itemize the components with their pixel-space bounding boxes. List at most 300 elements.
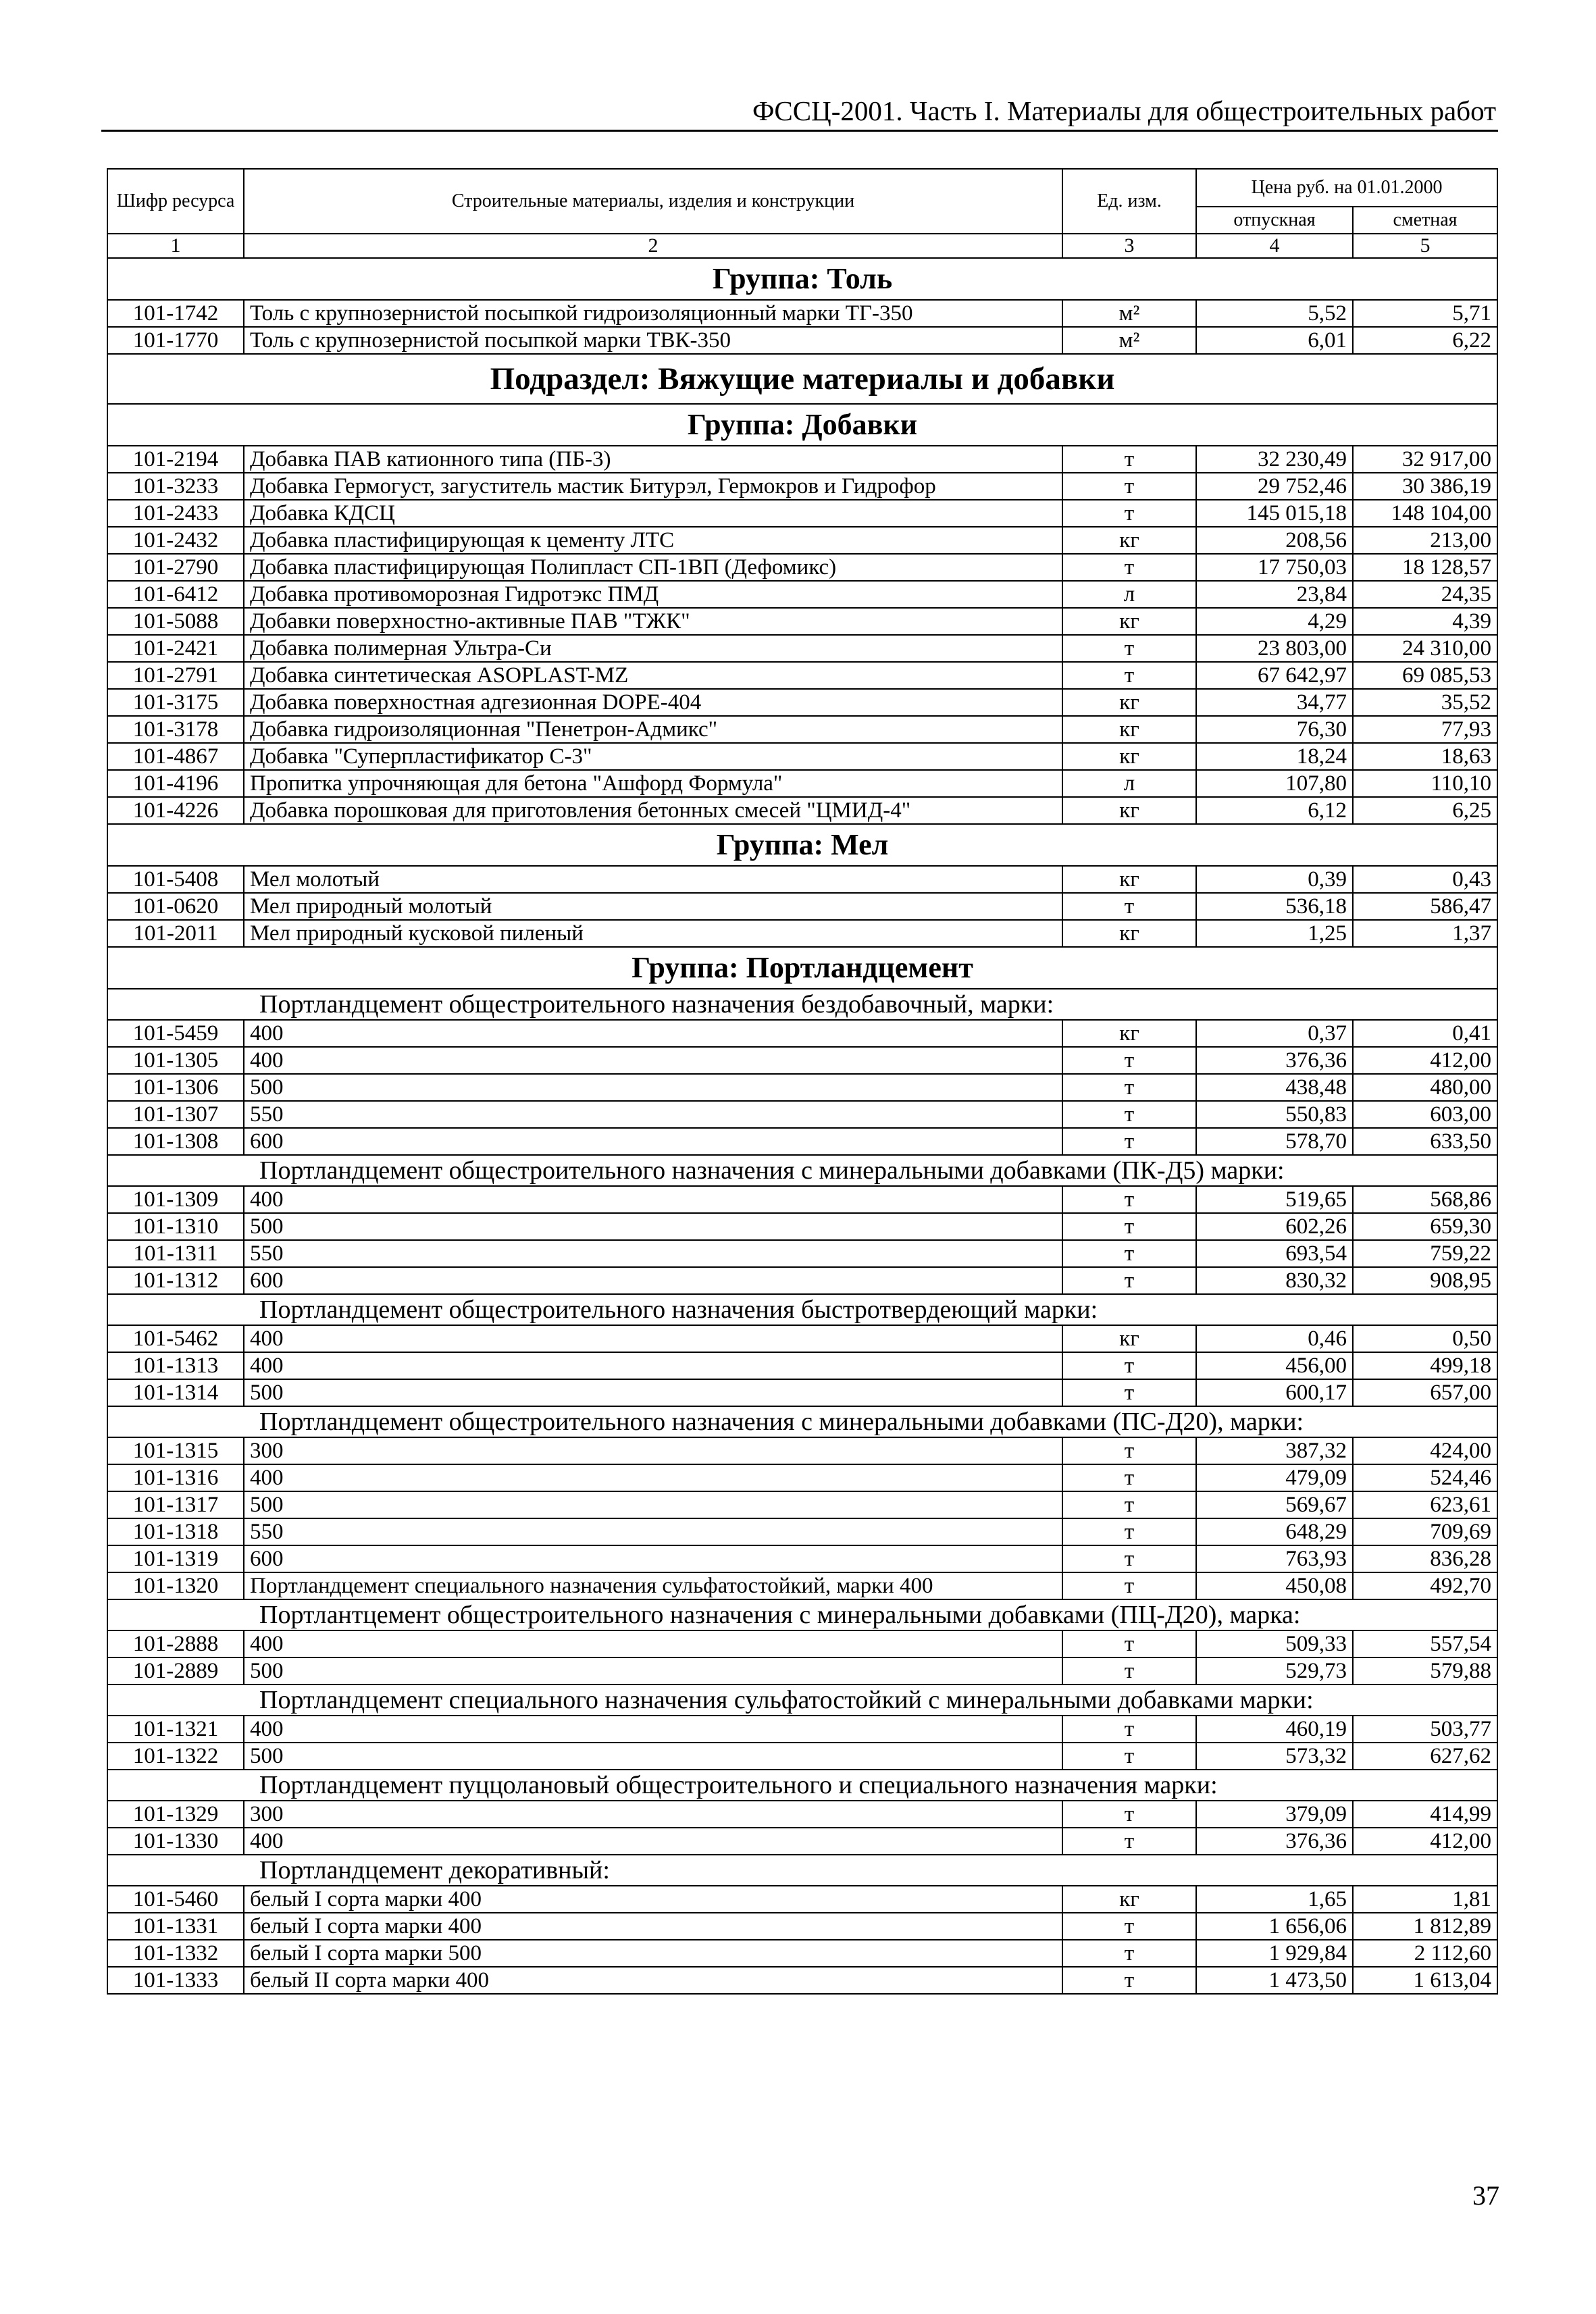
release-price: 602,26 xyxy=(1196,1213,1353,1240)
unit-cell: т xyxy=(1062,1437,1196,1464)
release-price: 0,39 xyxy=(1196,866,1353,893)
table-row xyxy=(107,1630,1497,1657)
table-row xyxy=(107,527,1497,554)
subheading-text: Портландцемент специального назначения сульфатостойкий с минеральными добавками марки: xyxy=(107,1685,1497,1716)
subheading-row xyxy=(107,1155,1497,1186)
material-name: Добавка противоморозная Гидротэкс ПМД xyxy=(244,581,1062,608)
unit-cell: т xyxy=(1062,1101,1196,1128)
estimate-price: 633,50 xyxy=(1353,1128,1497,1155)
resource-code: 101-5459 xyxy=(107,1020,244,1047)
estimate-price: 32 917,00 xyxy=(1353,446,1497,473)
estimate-price: 836,28 xyxy=(1353,1545,1497,1572)
resource-code: 101-1308 xyxy=(107,1128,244,1155)
resource-code: 101-1331 xyxy=(107,1913,244,1940)
resource-code: 101-3175 xyxy=(107,689,244,716)
material-name: 400 xyxy=(244,1020,1062,1047)
release-price: 450,08 xyxy=(1196,1572,1353,1599)
release-price: 519,65 xyxy=(1196,1186,1353,1213)
release-price: 648,29 xyxy=(1196,1518,1353,1545)
resource-code: 101-2888 xyxy=(107,1630,244,1657)
table-row xyxy=(107,1518,1497,1545)
release-price: 509,33 xyxy=(1196,1630,1353,1657)
material-name: 300 xyxy=(244,1801,1062,1828)
material-name: 600 xyxy=(244,1267,1062,1294)
estimate-price: 480,00 xyxy=(1353,1074,1497,1101)
material-name: Толь с крупнозернистой посыпкой марки ТВК-350 xyxy=(244,327,1062,354)
page-header: ФССЦ-2001. Часть I. Материалы для общестроительных работ xyxy=(752,95,1496,126)
unit-cell: т xyxy=(1062,635,1196,662)
material-name: Добавка полимерная Ультра-Си xyxy=(244,635,1062,662)
material-name: Добавки поверхностно-активные ПАВ "ТЖК" xyxy=(244,608,1062,635)
material-name: Добавка поверхностная адгезионная DOPE-404 xyxy=(244,689,1062,716)
material-name: 550 xyxy=(244,1101,1062,1128)
unit-cell: т xyxy=(1062,1828,1196,1855)
material-name: Мел природный кусковой пиленый xyxy=(244,920,1062,947)
unit-cell: л xyxy=(1062,770,1196,797)
material-name: Добавка синтетическая ASOPLAST-MZ xyxy=(244,662,1062,689)
resource-code: 101-1319 xyxy=(107,1545,244,1572)
page-number: 37 xyxy=(1472,2180,1499,2211)
table-row xyxy=(107,1940,1497,1967)
release-price: 32 230,49 xyxy=(1196,446,1353,473)
subheading-text: Портландцемент общестроительного назначения с минеральными добавками (ПК-Д5) марки: xyxy=(107,1155,1497,1186)
material-name: 400 xyxy=(244,1186,1062,1213)
unit-cell: кг xyxy=(1062,797,1196,824)
subheading-row xyxy=(107,1685,1497,1716)
unit-cell: т xyxy=(1062,1967,1196,1994)
material-name: 400 xyxy=(244,1047,1062,1074)
col-header-estimate: сметная xyxy=(1353,207,1497,234)
estimate-price: 69 085,53 xyxy=(1353,662,1497,689)
resource-code: 101-3178 xyxy=(107,716,244,743)
material-name: белый I сорта марки 500 xyxy=(244,1940,1062,1967)
estimate-price: 4,39 xyxy=(1353,608,1497,635)
subheading-row xyxy=(107,1406,1497,1437)
table-row xyxy=(107,797,1497,824)
release-price: 0,46 xyxy=(1196,1325,1353,1352)
column-number-row xyxy=(107,234,1497,258)
estimate-price: 659,30 xyxy=(1353,1213,1497,1240)
unit-cell: т xyxy=(1062,1518,1196,1545)
estimate-price: 908,95 xyxy=(1353,1267,1497,1294)
unit-cell: т xyxy=(1062,1801,1196,1828)
unit-cell: т xyxy=(1062,1545,1196,1572)
release-price: 34,77 xyxy=(1196,689,1353,716)
resource-code: 101-4226 xyxy=(107,797,244,824)
table-row xyxy=(107,1967,1497,1994)
resource-code: 101-1330 xyxy=(107,1828,244,1855)
col-number: 1 xyxy=(107,234,244,258)
estimate-price: 412,00 xyxy=(1353,1828,1497,1855)
resource-code: 101-5408 xyxy=(107,866,244,893)
release-price: 23 803,00 xyxy=(1196,635,1353,662)
unit-cell: л xyxy=(1062,581,1196,608)
resource-code: 101-1310 xyxy=(107,1213,244,1240)
subheading-row xyxy=(107,989,1497,1020)
unit-cell: кг xyxy=(1062,1886,1196,1913)
group-title: Группа: Добавки xyxy=(107,404,1497,446)
unit-cell: т xyxy=(1062,500,1196,527)
release-price: 456,00 xyxy=(1196,1352,1353,1379)
release-price: 387,32 xyxy=(1196,1437,1353,1464)
resource-code: 101-2791 xyxy=(107,662,244,689)
resource-code: 101-2790 xyxy=(107,554,244,581)
release-price: 460,19 xyxy=(1196,1716,1353,1743)
material-name: Добавка порошковая для приготовления бетонных смесей "ЦМИД-4" xyxy=(244,797,1062,824)
material-name: 400 xyxy=(244,1464,1062,1491)
resource-code: 101-2011 xyxy=(107,920,244,947)
table-row xyxy=(107,1186,1497,1213)
release-price: 23,84 xyxy=(1196,581,1353,608)
release-price: 569,67 xyxy=(1196,1491,1353,1518)
unit-cell: т xyxy=(1062,473,1196,500)
estimate-price: 30 386,19 xyxy=(1353,473,1497,500)
material-name: 400 xyxy=(244,1828,1062,1855)
estimate-price: 35,52 xyxy=(1353,689,1497,716)
release-price: 17 750,03 xyxy=(1196,554,1353,581)
resource-code: 101-1306 xyxy=(107,1074,244,1101)
table-row xyxy=(107,893,1497,920)
estimate-price: 1 613,04 xyxy=(1353,1967,1497,1994)
resource-code: 101-3233 xyxy=(107,473,244,500)
unit-cell: т xyxy=(1062,1074,1196,1101)
material-name: Мел молотый xyxy=(244,866,1062,893)
material-name: 600 xyxy=(244,1545,1062,1572)
group-row xyxy=(107,404,1497,446)
material-name: Добавка Гермогуст, загуститель мастик Битурэл, Гермокров и Гидрофор xyxy=(244,473,1062,500)
resource-code: 101-1333 xyxy=(107,1967,244,1994)
unit-cell: т xyxy=(1062,554,1196,581)
group-row xyxy=(107,824,1497,866)
unit-cell: т xyxy=(1062,1047,1196,1074)
estimate-price: 0,50 xyxy=(1353,1325,1497,1352)
resource-code: 101-1317 xyxy=(107,1491,244,1518)
unit-cell: кг xyxy=(1062,866,1196,893)
material-name: 550 xyxy=(244,1518,1062,1545)
table-row xyxy=(107,1101,1497,1128)
table-row xyxy=(107,1545,1497,1572)
unit-cell: т xyxy=(1062,1128,1196,1155)
release-price: 6,12 xyxy=(1196,797,1353,824)
resource-code: 101-1329 xyxy=(107,1801,244,1828)
table-row xyxy=(107,1572,1497,1599)
table-row xyxy=(107,500,1497,527)
subheading-row xyxy=(107,1599,1497,1630)
resource-code: 101-0620 xyxy=(107,893,244,920)
resource-code: 101-5088 xyxy=(107,608,244,635)
release-price: 1,25 xyxy=(1196,920,1353,947)
estimate-price: 1,37 xyxy=(1353,920,1497,947)
table-row xyxy=(107,1267,1497,1294)
subheading-row xyxy=(107,1770,1497,1801)
unit-cell: т xyxy=(1062,1267,1196,1294)
material-name: Добавка "Суперпластификатор С-3" xyxy=(244,743,1062,770)
release-price: 376,36 xyxy=(1196,1828,1353,1855)
release-price: 693,54 xyxy=(1196,1240,1353,1267)
resource-code: 101-2421 xyxy=(107,635,244,662)
estimate-price: 414,99 xyxy=(1353,1801,1497,1828)
resource-code: 101-1305 xyxy=(107,1047,244,1074)
material-name: Мел природный молотый xyxy=(244,893,1062,920)
unit-cell: т xyxy=(1062,1940,1196,1967)
table-row xyxy=(107,1352,1497,1379)
unit-cell: т xyxy=(1062,1240,1196,1267)
col-header-name: Строительные материалы, изделия и конструкции xyxy=(244,169,1062,234)
resource-code: 101-4196 xyxy=(107,770,244,797)
table-row xyxy=(107,1657,1497,1685)
estimate-price: 424,00 xyxy=(1353,1437,1497,1464)
unit-cell: кг xyxy=(1062,1020,1196,1047)
unit-cell: т xyxy=(1062,662,1196,689)
material-name: 400 xyxy=(244,1716,1062,1743)
resource-code: 101-2433 xyxy=(107,500,244,527)
table-header xyxy=(107,169,1497,258)
resource-code: 101-1309 xyxy=(107,1186,244,1213)
estimate-price: 2 112,60 xyxy=(1353,1940,1497,1967)
table-row xyxy=(107,554,1497,581)
subheading-text: Портландцемент общестроительного назначения быстротвердеющий марки: xyxy=(107,1294,1497,1325)
table-row xyxy=(107,608,1497,635)
resource-code: 101-1320 xyxy=(107,1572,244,1599)
release-price: 107,80 xyxy=(1196,770,1353,797)
subsection-title: Подраздел: Вяжущие материалы и добавки xyxy=(107,354,1497,404)
table-row xyxy=(107,1913,1497,1940)
material-name: 500 xyxy=(244,1743,1062,1770)
unit-cell: кг xyxy=(1062,608,1196,635)
table-row xyxy=(107,866,1497,893)
subheading-text: Портлантцемент общестроительного назначения с минеральными добавками (ПЦ-Д20), марка: xyxy=(107,1599,1497,1630)
resource-code: 101-1321 xyxy=(107,1716,244,1743)
material-name: 500 xyxy=(244,1491,1062,1518)
group-row xyxy=(107,947,1497,989)
col-number: 4 xyxy=(1196,234,1353,258)
resource-code: 101-4867 xyxy=(107,743,244,770)
table-row xyxy=(107,1240,1497,1267)
unit-cell: т xyxy=(1062,1352,1196,1379)
release-price: 6,01 xyxy=(1196,327,1353,354)
resource-code: 101-1770 xyxy=(107,327,244,354)
material-name: 400 xyxy=(244,1352,1062,1379)
unit-cell: т xyxy=(1062,1213,1196,1240)
unit-cell: кг xyxy=(1062,920,1196,947)
release-price: 208,56 xyxy=(1196,527,1353,554)
table-row xyxy=(107,1491,1497,1518)
col-header-release: отпускная xyxy=(1196,207,1353,234)
unit-cell: т xyxy=(1062,1379,1196,1406)
unit-cell: кг xyxy=(1062,689,1196,716)
material-name: 400 xyxy=(244,1630,1062,1657)
release-price: 376,36 xyxy=(1196,1047,1353,1074)
subheading-row xyxy=(107,1855,1497,1886)
release-price: 763,93 xyxy=(1196,1545,1353,1572)
table-row xyxy=(107,1743,1497,1770)
table-row xyxy=(107,716,1497,743)
subheading-text: Портландцемент декоративный: xyxy=(107,1855,1497,1886)
material-name: белый II сорта марки 400 xyxy=(244,1967,1062,1994)
table-body xyxy=(107,258,1497,1994)
unit-cell: м² xyxy=(1062,300,1196,327)
estimate-price: 77,93 xyxy=(1353,716,1497,743)
estimate-price: 0,41 xyxy=(1353,1020,1497,1047)
table-row xyxy=(107,635,1497,662)
col-number: 2 xyxy=(244,234,1062,258)
estimate-price: 709,69 xyxy=(1353,1518,1497,1545)
material-name: белый I сорта марки 400 xyxy=(244,1913,1062,1940)
table-row xyxy=(107,1828,1497,1855)
table-row xyxy=(107,743,1497,770)
estimate-price: 503,77 xyxy=(1353,1716,1497,1743)
table-row xyxy=(107,300,1497,327)
release-price: 529,73 xyxy=(1196,1657,1353,1685)
release-price: 67 642,97 xyxy=(1196,662,1353,689)
resource-code: 101-1322 xyxy=(107,1743,244,1770)
estimate-price: 623,61 xyxy=(1353,1491,1497,1518)
release-price: 1 473,50 xyxy=(1196,1967,1353,1994)
material-name: 300 xyxy=(244,1437,1062,1464)
material-name: 500 xyxy=(244,1657,1062,1685)
release-price: 379,09 xyxy=(1196,1801,1353,1828)
estimate-price: 568,86 xyxy=(1353,1186,1497,1213)
estimate-price: 0,43 xyxy=(1353,866,1497,893)
material-name: Добавка КДСЦ xyxy=(244,500,1062,527)
unit-cell: т xyxy=(1062,1913,1196,1940)
release-price: 438,48 xyxy=(1196,1074,1353,1101)
unit-cell: кг xyxy=(1062,743,1196,770)
group-title: Группа: Портландцемент xyxy=(107,947,1497,989)
table-row xyxy=(107,1325,1497,1352)
unit-cell: м² xyxy=(1062,327,1196,354)
release-price: 479,09 xyxy=(1196,1464,1353,1491)
unit-cell: т xyxy=(1062,1464,1196,1491)
resource-code: 101-6412 xyxy=(107,581,244,608)
subheading-text: Портландцемент общестроительного назначения с минеральными добавками (ПС-Д20), марки: xyxy=(107,1406,1497,1437)
group-title: Группа: Толь xyxy=(107,258,1497,300)
col-header-code: Шифр ресурса xyxy=(107,169,244,234)
estimate-price: 579,88 xyxy=(1353,1657,1497,1685)
release-price: 5,52 xyxy=(1196,300,1353,327)
estimate-price: 18,63 xyxy=(1353,743,1497,770)
release-price: 145 015,18 xyxy=(1196,500,1353,527)
unit-cell: т xyxy=(1062,1657,1196,1685)
subheading-row xyxy=(107,1294,1497,1325)
resource-code: 101-1311 xyxy=(107,1240,244,1267)
estimate-price: 557,54 xyxy=(1353,1630,1497,1657)
table-row xyxy=(107,1379,1497,1406)
unit-cell: т xyxy=(1062,1572,1196,1599)
estimate-price: 657,00 xyxy=(1353,1379,1497,1406)
material-name: Добавка пластифицирующая к цементу ЛТС xyxy=(244,527,1062,554)
material-name: 500 xyxy=(244,1074,1062,1101)
resource-code: 101-1315 xyxy=(107,1437,244,1464)
estimate-price: 6,25 xyxy=(1353,797,1497,824)
table-row xyxy=(107,770,1497,797)
release-price: 1 656,06 xyxy=(1196,1913,1353,1940)
estimate-price: 24 310,00 xyxy=(1353,635,1497,662)
material-name: 500 xyxy=(244,1379,1062,1406)
col-header-unit: Ед. изм. xyxy=(1062,169,1196,234)
resource-code: 101-1316 xyxy=(107,1464,244,1491)
material-name: белый I сорта марки 400 xyxy=(244,1886,1062,1913)
table-row xyxy=(107,1716,1497,1743)
col-header-price: Цена руб. на 01.01.2000 xyxy=(1196,169,1497,207)
release-price: 573,32 xyxy=(1196,1743,1353,1770)
release-price: 600,17 xyxy=(1196,1379,1353,1406)
resource-code: 101-2889 xyxy=(107,1657,244,1685)
resource-code: 101-1313 xyxy=(107,1352,244,1379)
estimate-price: 6,22 xyxy=(1353,327,1497,354)
table-row xyxy=(107,581,1497,608)
release-price: 29 752,46 xyxy=(1196,473,1353,500)
release-price: 830,32 xyxy=(1196,1267,1353,1294)
resource-code: 101-1307 xyxy=(107,1101,244,1128)
unit-cell: т xyxy=(1062,893,1196,920)
estimate-price: 148 104,00 xyxy=(1353,500,1497,527)
resource-code: 101-1314 xyxy=(107,1379,244,1406)
table-row xyxy=(107,1213,1497,1240)
estimate-price: 18 128,57 xyxy=(1353,554,1497,581)
release-price: 550,83 xyxy=(1196,1101,1353,1128)
unit-cell: т xyxy=(1062,1630,1196,1657)
material-name: Портландцемент специального назначения сульфатостойкий, марки 400 xyxy=(244,1572,1062,1599)
estimate-price: 524,46 xyxy=(1353,1464,1497,1491)
release-price: 0,37 xyxy=(1196,1020,1353,1047)
table-row xyxy=(107,1074,1497,1101)
unit-cell: т xyxy=(1062,446,1196,473)
table-row xyxy=(107,1020,1497,1047)
release-price: 536,18 xyxy=(1196,893,1353,920)
resource-code: 101-5462 xyxy=(107,1325,244,1352)
group-row xyxy=(107,258,1497,300)
subsection-row xyxy=(107,354,1497,404)
release-price: 4,29 xyxy=(1196,608,1353,635)
material-name: Пропитка упрочняющая для бетона "Ашфорд Формула" xyxy=(244,770,1062,797)
estimate-price: 627,62 xyxy=(1353,1743,1497,1770)
release-price: 76,30 xyxy=(1196,716,1353,743)
table-row xyxy=(107,920,1497,947)
table-row xyxy=(107,1128,1497,1155)
price-table xyxy=(107,168,1498,1995)
group-title: Группа: Мел xyxy=(107,824,1497,866)
col-number: 3 xyxy=(1062,234,1196,258)
unit-cell: кг xyxy=(1062,527,1196,554)
unit-cell: т xyxy=(1062,1491,1196,1518)
resource-code: 101-2432 xyxy=(107,527,244,554)
table-row xyxy=(107,662,1497,689)
release-price: 18,24 xyxy=(1196,743,1353,770)
material-name: 400 xyxy=(244,1325,1062,1352)
table-row xyxy=(107,1047,1497,1074)
subheading-text: Портландцемент общестроительного назначения бездобавочный, марки: xyxy=(107,989,1497,1020)
estimate-price: 1 812,89 xyxy=(1353,1913,1497,1940)
table-row xyxy=(107,1801,1497,1828)
estimate-price: 499,18 xyxy=(1353,1352,1497,1379)
resource-code: 101-5460 xyxy=(107,1886,244,1913)
resource-code: 101-1742 xyxy=(107,300,244,327)
material-name: 500 xyxy=(244,1213,1062,1240)
estimate-price: 492,70 xyxy=(1353,1572,1497,1599)
estimate-price: 759,22 xyxy=(1353,1240,1497,1267)
unit-cell: т xyxy=(1062,1716,1196,1743)
table-row xyxy=(107,446,1497,473)
material-name: 550 xyxy=(244,1240,1062,1267)
material-name: Толь с крупнозернистой посыпкой гидроизоляционный марки ТГ-350 xyxy=(244,300,1062,327)
estimate-price: 412,00 xyxy=(1353,1047,1497,1074)
table-row xyxy=(107,1886,1497,1913)
estimate-price: 586,47 xyxy=(1353,893,1497,920)
resource-code: 101-2194 xyxy=(107,446,244,473)
release-price: 1 929,84 xyxy=(1196,1940,1353,1967)
resource-code: 101-1318 xyxy=(107,1518,244,1545)
